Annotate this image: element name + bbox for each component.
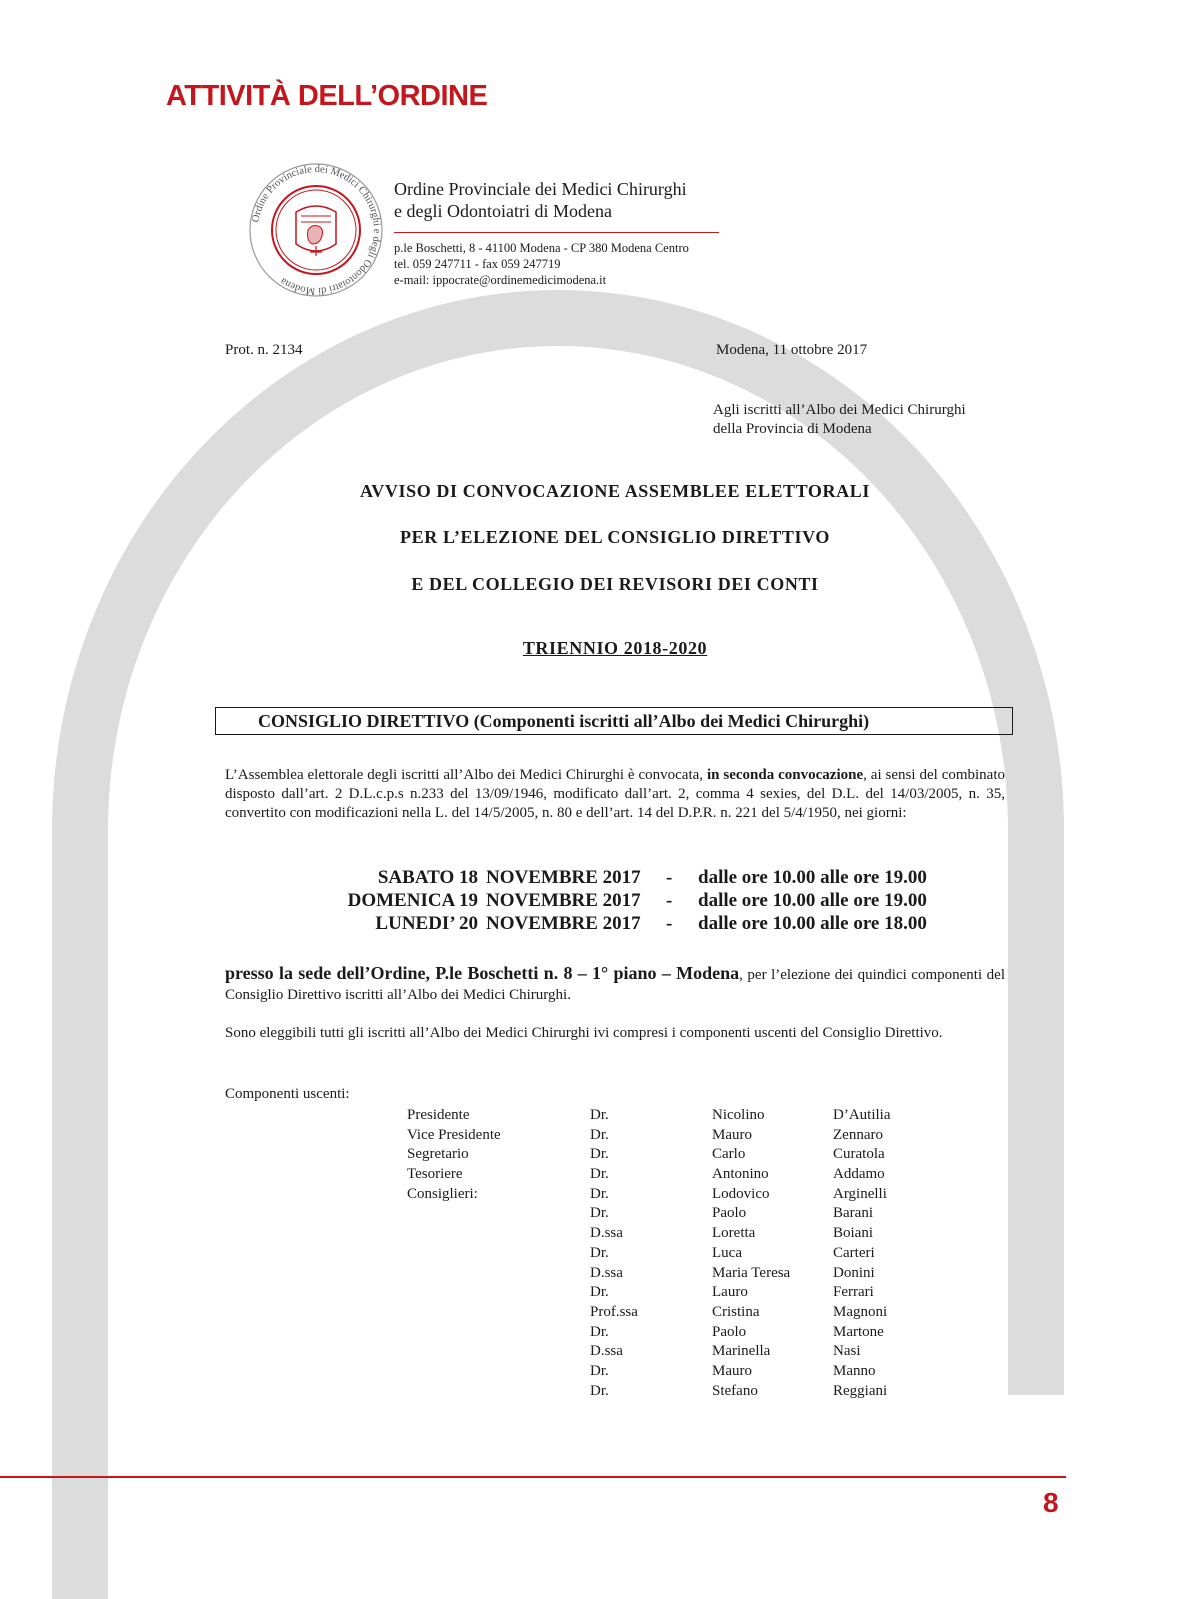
- member-title: Dr.: [590, 1166, 609, 1183]
- member-first-name: Luca: [712, 1244, 742, 1261]
- member-last-name: Boiani: [833, 1225, 873, 1242]
- member-role: Consiglieri:: [407, 1185, 478, 1202]
- org-address: p.le Boschetti, 8 - 41100 Modena - CP 380 Modena Centro: [394, 241, 689, 255]
- member-title: Dr.: [590, 1126, 609, 1143]
- heading-convocation: AVVISO DI CONVOCAZIONE ASSEMBLEE ELETTORALI: [360, 481, 870, 501]
- member-first-name: Loretta: [712, 1225, 756, 1242]
- schedule-dash: -: [666, 890, 673, 911]
- member-title: Dr.: [590, 1382, 609, 1399]
- schedule-time: dalle ore 10.00 alle ore 19.00: [698, 890, 927, 911]
- member-last-name: Ferrari: [833, 1284, 874, 1301]
- member-last-name: Curatola: [833, 1146, 885, 1163]
- member-last-name: Carteri: [833, 1244, 875, 1261]
- recipient-block: [713, 401, 966, 439]
- member-last-name: Magnoni: [833, 1303, 888, 1320]
- member-first-name: Nicolino: [712, 1107, 765, 1123]
- member-title: Dr.: [590, 1244, 609, 1261]
- member-title: Dr.: [590, 1185, 609, 1202]
- intro-text-end: , ai sensi del combinato disposto dall’art. 2 D.L.c.p.s n.233 del 13/09/1946, modificato dall’art. 2, comma 4 sexies, del D.L. del 14/03/2005, n. 35, convertito con modificazioni nella L. del 14/5/2005, n. 80 e dell’art. 14 del D.P.R. n. 221 del 5/4/1950, nei giorni:: [225, 767, 1006, 821]
- schedule-dash: -: [666, 913, 673, 934]
- intro-bold: in seconda convocazione: [706, 767, 864, 783]
- member-last-name: D’Autilia: [833, 1107, 891, 1123]
- member-title: D.ssa: [590, 1225, 623, 1242]
- schedule-day: LUNEDI’ 20: [375, 913, 478, 934]
- member-title: Prof.ssa: [590, 1303, 638, 1320]
- org-phone: tel. 059 247711 - fax 059 247719: [394, 257, 561, 271]
- member-first-name: Stefano: [712, 1382, 758, 1399]
- member-first-name: Lauro: [712, 1284, 748, 1301]
- member-first-name: Carlo: [712, 1146, 746, 1163]
- member-first-name: Mauro: [712, 1126, 752, 1143]
- section-title: ATTIVITÀ DELL’ORDINE: [166, 80, 488, 112]
- heading-election: PER L’ELEZIONE DEL CONSIGLIO DIRETTIVO: [400, 527, 830, 547]
- schedule-day: SABATO 18: [377, 867, 478, 888]
- member-first-name: Paolo: [712, 1205, 747, 1222]
- seal-text: Ordine Provinciale dei Medici Chirurghi e degli Odontoiatri di Modena: [250, 163, 383, 297]
- schedule-row: [330, 866, 927, 889]
- member-last-name: Donini: [833, 1264, 875, 1281]
- page-number: 8: [1043, 1487, 1059, 1518]
- member-first-name: Mauro: [712, 1362, 752, 1379]
- member-title: Dr.: [590, 1323, 609, 1340]
- footer-divider: [0, 1476, 1066, 1478]
- election-schedule: [330, 866, 927, 935]
- member-last-name: Martone: [833, 1323, 884, 1340]
- member-first-name: Cristina: [712, 1303, 760, 1320]
- member-first-name: Maria Teresa: [712, 1264, 791, 1281]
- member-role: Tesoriere: [407, 1166, 463, 1183]
- member-first-name: Antonino: [712, 1166, 769, 1183]
- member-role: Presidente: [407, 1107, 470, 1123]
- heading-auditors: E DEL COLLEGIO DEI REVISORI DEI CONTI: [411, 574, 819, 594]
- schedule-month: NOVEMBRE 2017: [486, 890, 641, 911]
- member-title: Dr.: [590, 1284, 609, 1301]
- intro-paragraph: [225, 766, 1005, 823]
- member-title: Dr.: [590, 1107, 609, 1123]
- member-last-name: Addamo: [833, 1166, 885, 1183]
- org-name-line-1: Ordine Provinciale dei Medici Chirurghi: [394, 179, 687, 199]
- eligibility-paragraph: Sono eleggibili tutti gli iscritti all’Albo dei Medici Chirurghi ivi compresi i componenti uscenti del Consiglio Direttivo.: [225, 1025, 943, 1041]
- intro-text-start: L’Assemblea elettorale degli iscritti all’Albo dei Medici Chirurghi è convocata,: [225, 767, 707, 783]
- schedule-time: dalle ore 10.00 alle ore 18.00: [698, 913, 927, 934]
- member-last-name: Nasi: [833, 1343, 861, 1360]
- member-title: D.ssa: [590, 1343, 623, 1360]
- venue-bold: presso la sede dell’Ordine, P.le Boschetti n. 8 – 1° piano – Modena: [225, 963, 740, 983]
- schedule-dash: -: [666, 867, 673, 888]
- schedule-row: [330, 912, 927, 935]
- venue-text: , per l’elezione dei quindici componenti del Consiglio Direttivo iscritti all’Albo dei Medici Chirurghi.: [225, 967, 1005, 1003]
- org-email: e-mail: ippocrate@ordinemedicimodena.it: [394, 273, 607, 287]
- member-last-name: Manno: [833, 1362, 876, 1379]
- schedule-time: dalle ore 10.00 alle ore 19.00: [698, 867, 927, 888]
- member-first-name: Paolo: [712, 1323, 747, 1340]
- org-name-line-2: e degli Odontoiatri di Modena: [394, 201, 612, 221]
- member-role: Vice Presidente: [407, 1126, 501, 1143]
- recipient-line-2: della Provincia di Modena: [713, 421, 872, 437]
- schedule-day: DOMENICA 19: [347, 890, 478, 911]
- schedule-month: NOVEMBRE 2017: [486, 867, 641, 888]
- schedule-row: [330, 889, 927, 912]
- member-title: D.ssa: [590, 1264, 623, 1281]
- member-last-name: Reggiani: [833, 1382, 888, 1399]
- protocol-number: Prot. n. 2134: [225, 342, 303, 358]
- schedule-month: NOVEMBRE 2017: [486, 913, 641, 934]
- member-title: Dr.: [590, 1362, 609, 1379]
- member-title: Dr.: [590, 1205, 609, 1222]
- member-last-name: Barani: [833, 1205, 873, 1222]
- document-date: Modena, 11 ottobre 2017: [716, 342, 868, 358]
- member-last-name: Arginelli: [833, 1185, 887, 1202]
- member-title: Dr.: [590, 1146, 609, 1163]
- heading-triennium: TRIENNIO 2018-2020: [522, 638, 708, 658]
- venue-paragraph: [225, 963, 1005, 1005]
- member-first-name: Marinella: [712, 1343, 771, 1360]
- recipient-line-1: Agli iscritti all’Albo dei Medici Chirurghi: [713, 402, 966, 418]
- member-role: Segretario: [407, 1146, 469, 1163]
- member-first-name: Lodovico: [712, 1185, 770, 1202]
- member-last-name: Zennaro: [833, 1126, 883, 1143]
- outgoing-members-label: Componenti uscenti:: [225, 1086, 350, 1102]
- council-section-box: CONSIGLIO DIRETTIVO (Componenti iscritti all’Albo dei Medici Chirurghi): [215, 707, 1013, 735]
